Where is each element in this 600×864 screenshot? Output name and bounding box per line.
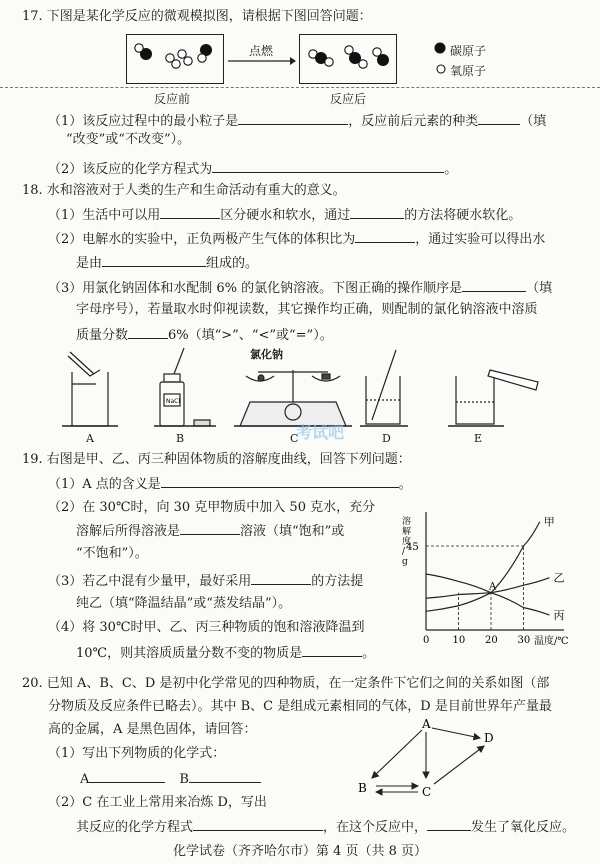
q17-before-molecules — [126, 34, 222, 82]
q17-p1-b: ，反应前后元素的种类 — [348, 114, 479, 129]
q18-p2-b: ，通过实验可以得出水 — [415, 232, 546, 247]
q18-p2-a: （2）电解水的实验中，正负两极产生气体的体积比为 — [48, 232, 356, 247]
q18-p3-line2: 字母序号），若量取水时仰视读数，其它操作均正确，则配制的氯化钠溶液中溶质 — [76, 302, 538, 317]
q18-p2-d: 组成的。 — [206, 256, 259, 271]
legend-oxygen: 氧原子 — [450, 64, 487, 78]
series-label: 乙 — [553, 571, 565, 585]
x-tick-label: 30 — [517, 635, 531, 646]
fold-line — [0, 87, 600, 88]
q20-p2-c: ，在这个反应中， — [323, 820, 428, 835]
x-axis-label: 温度/℃ — [534, 636, 569, 647]
q18-p1-c: 的方法将硬水软化。 — [404, 208, 522, 223]
watermark: 考试吧 — [296, 423, 345, 442]
q20-label-a: A — [80, 772, 90, 787]
series-label: 丙 — [553, 609, 565, 623]
y-axis-label-char: 溶 — [402, 517, 412, 527]
q19-p4-b: 10℃，则其溶质质量分数不变的物质是 — [76, 646, 303, 661]
q19-p2-line1: （2）在 30℃时，向 30 克甲物质中加入 50 克水，充分 — [48, 500, 376, 515]
q20-blank-d[interactable] — [427, 818, 471, 831]
q17-arrow — [228, 56, 296, 66]
node-d: D — [484, 731, 494, 745]
q17-before-caption: 反应前 — [154, 92, 191, 106]
q18-p2-line2 — [76, 254, 258, 272]
q20-label-b: B — [179, 772, 189, 787]
node-a: A — [422, 717, 431, 731]
y-axis-label-char: 度 — [402, 537, 412, 547]
q18-p3-d: 质量分数 — [76, 328, 129, 343]
q17-stem: 17. 下图是某化学反应的微观模拟图，请根据下图回答问题： — [22, 9, 372, 24]
q19-p4-line2: 10℃，则其溶质质量分数不变的物质是 。 — [76, 646, 376, 661]
q18-p1-b: 区分硬水和软水，通过 — [220, 208, 351, 223]
y-axis-label-char: / — [402, 547, 406, 557]
y-axis-label-char: 解 — [402, 527, 412, 537]
q19-p2-line3: “不饱和”）。 — [76, 546, 148, 561]
q18-p3-b: （填 — [526, 281, 553, 296]
fig-c-balance — [234, 370, 352, 426]
fig-label-c: C — [290, 432, 299, 445]
q17-p1-c: （填 — [520, 114, 547, 129]
q20-p2-line2 — [76, 818, 575, 836]
q18-blank-3[interactable] — [355, 230, 415, 243]
q17-p2: （2）该反应的化学方程式为 — [48, 162, 213, 177]
series-label: 甲 — [543, 515, 555, 529]
q20-p1: （1）写出下列物质的化学式： — [48, 746, 226, 761]
q17-p1-a: （1）该反应过程中的最小粒子是 — [48, 114, 239, 129]
fig-b-label: NaCl — [166, 398, 181, 405]
q19-p4-line1: （4）将 30℃时甲、乙、丙三种物质的饱和溶液降温到 — [48, 620, 365, 635]
solubility-chart — [396, 510, 576, 650]
q20-p2-d: 发生了氧化反应。 — [471, 820, 576, 835]
carbon-atom-icon — [434, 42, 446, 54]
q18-p3-line1 — [48, 279, 552, 297]
q18-p1-line — [48, 206, 521, 224]
x-tick-label: 0 — [423, 635, 430, 646]
q19-p1-line: （1）A 点的含义是 。 — [48, 477, 412, 492]
q19-p2-c: 溶液（填“饱和”或 — [240, 524, 345, 539]
q18-p3-e: 6%（填“>”、“<”或“=”）。 — [168, 328, 333, 343]
q19-p1: （1）A 点的含义是 — [48, 477, 161, 492]
q19-p3-line1 — [48, 572, 363, 590]
q19-stem: 19. 右图是甲、乙、丙三种固体物质的溶解度曲线，回答下列问题： — [22, 452, 411, 467]
q17-after-molecules — [299, 34, 395, 82]
fig-label-b: B — [176, 432, 185, 445]
q20-p2-line1: （2）C 在工业上常用来冶炼 D，写出 — [48, 795, 267, 810]
q17-blank-3[interactable] — [212, 160, 444, 173]
q19-blank-4[interactable] — [302, 644, 362, 657]
q18-blank-1[interactable] — [160, 206, 220, 219]
q19-p2-b: 溶解后所得溶液是 — [76, 524, 181, 539]
fig-e-pour — [448, 370, 538, 426]
q17-after-caption: 反应后 — [330, 92, 367, 106]
q17-p2-line: （2）该反应的化学方程式为 。 — [48, 162, 458, 177]
oxygen-atom-icon — [436, 64, 446, 74]
q18-p2-c: 是由 — [76, 256, 103, 271]
q20-p1-answers — [80, 770, 261, 788]
node-b: B — [358, 781, 367, 795]
fig-label-a: A — [86, 432, 94, 445]
q20-stem-2: 分物质及反应条件已略去）。其中 B、C 是组成元素相同的气体，D 是目前世界年产量最 — [48, 699, 552, 714]
q19-p3-b: 的方法提 — [311, 574, 364, 589]
legend-carbon: 碳原子 — [450, 44, 487, 58]
y-axis-label-char: g — [402, 557, 408, 567]
q20-stem-3: 高的金属，A 是黑色固体，请回答： — [48, 722, 257, 737]
q18-p1-a: （1）生活中可以用 — [48, 208, 161, 223]
q19-blank-2[interactable] — [180, 522, 240, 535]
q20-stem-1: 20. 已知 A、B、C、D 是初中化学常见的四种物质，在一定条件下它们之间的关系如图（部 — [22, 676, 550, 691]
series-line-乙 — [426, 578, 550, 599]
q17-arrow-label: 点燃 — [249, 44, 274, 58]
q18-blank-2[interactable] — [350, 206, 404, 219]
q17-p1-line1 — [48, 112, 546, 130]
x-tick-label: 20 — [485, 635, 498, 646]
page-footer: 化学试卷（齐齐哈尔市）第 4 页（共 8 页） — [172, 844, 428, 859]
fig-label-d: D — [382, 432, 391, 445]
point-a-label: A — [489, 581, 497, 593]
q19-blank-3[interactable] — [251, 572, 311, 585]
q18-blank-5[interactable] — [462, 279, 526, 292]
q17-blank-1[interactable] — [238, 112, 348, 125]
node-c: C — [422, 785, 432, 799]
fig-d-beaker — [360, 350, 408, 426]
q20-relation-diagram — [350, 716, 510, 806]
fig-label-e: E — [474, 432, 483, 445]
q19-p3-line2: 纯乙（填“降温结晶”或“蒸发结晶”）。 — [76, 596, 292, 611]
q19-p2-line2 — [76, 522, 344, 540]
q19-p3-a: （3）若乙中混有少量甲，最好采用 — [48, 574, 252, 589]
q18-blank-4[interactable] — [102, 254, 206, 267]
fig-b-bottle — [154, 348, 216, 426]
q18-p3-line3 — [76, 326, 333, 344]
y-tick-label: 45 — [406, 542, 419, 553]
q18-blank-6[interactable] — [128, 326, 168, 339]
q20-p2-b: 其反应的化学方程式 — [76, 820, 194, 835]
q19-blank-1[interactable] — [161, 475, 399, 488]
q20-blank-b[interactable] — [189, 770, 261, 783]
q18-p2-line1 — [48, 230, 545, 248]
q20-blank-c[interactable] — [193, 818, 323, 831]
series-line-甲 — [426, 522, 540, 612]
q17-blank-2[interactable] — [478, 112, 520, 125]
q20-blank-a[interactable] — [89, 770, 165, 783]
q18-stem: 18. 水和溶液对于人类的生产和生命活动有重大的意义。 — [22, 183, 346, 198]
x-tick-label: 10 — [452, 635, 466, 646]
fig-a-beaker — [62, 352, 118, 426]
q17-p1-line2: “改变”或“不改变”）。 — [66, 132, 191, 147]
q18-p3-a: （3）用氯化钠固体和水配制 6% 的氯化钠溶液。下图正确的操作顺序是 — [48, 281, 463, 296]
fig-nacl-label: 氯化钠 — [250, 348, 283, 361]
